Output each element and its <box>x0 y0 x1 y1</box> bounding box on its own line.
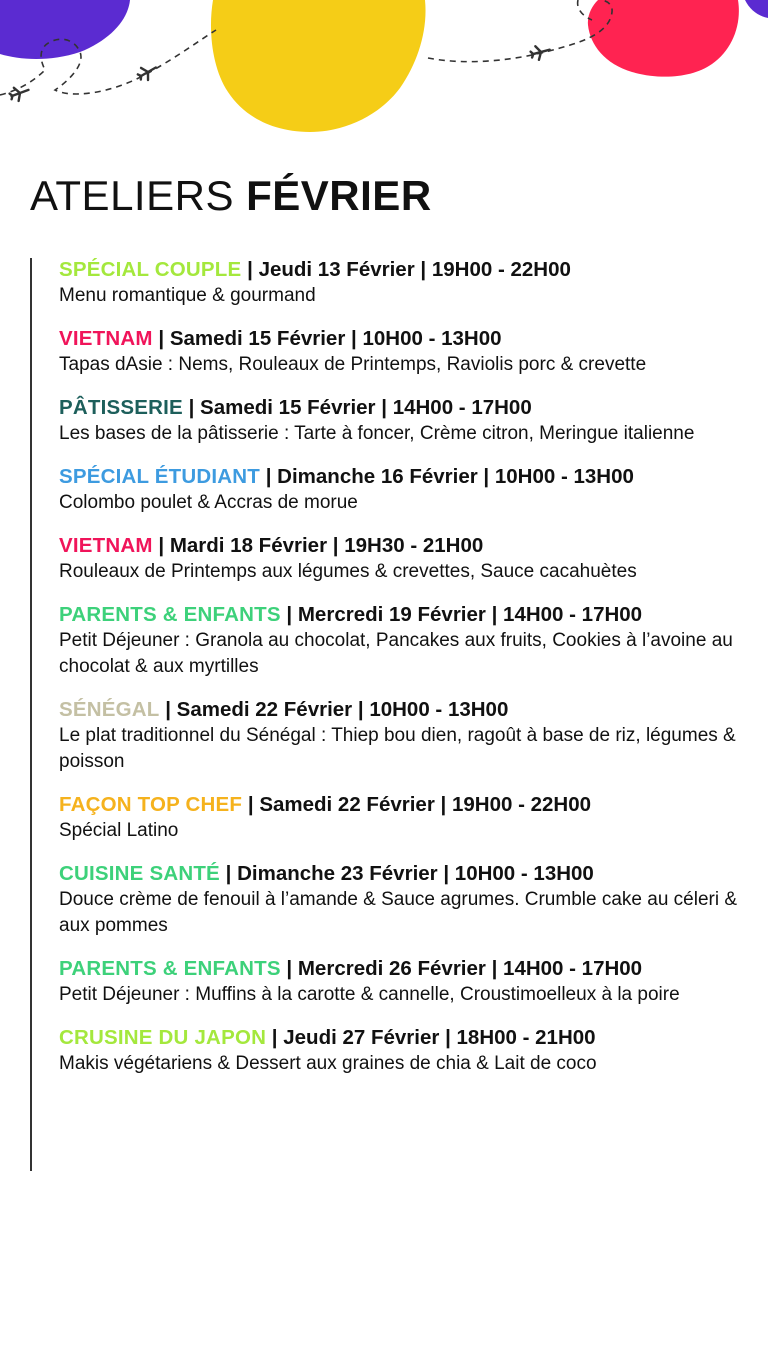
workshop-time: 18H00 - 21H00 <box>456 1026 596 1049</box>
workshop-heading <box>59 791 749 818</box>
workshop-date: Mercredi 19 Février <box>297 603 486 626</box>
workshop-description: Colombo poulet & Accras de morue <box>59 492 358 513</box>
workshop-description: Le plat traditionnel du Sénégal : Thiep bou dien, ragoût à base de riz, légumes & poisson <box>59 725 736 772</box>
workshop-description: Rouleaux de Printemps aux légumes & crevettes, Sauce cacahuètes <box>59 561 637 582</box>
workshop-description: Spécial Latino <box>59 820 179 841</box>
workshop-item <box>59 532 749 585</box>
separator: | <box>286 603 293 626</box>
workshop-description: Petit Déjeuner : Muffins à la carotte & cannelle, Croustimoelleux à la poire <box>59 984 680 1005</box>
workshop-time: 10H00 - 13H00 <box>494 465 634 488</box>
airplane-icon <box>530 43 552 61</box>
separator: | <box>247 258 253 281</box>
workshop-category: SPÉCIAL COUPLE <box>59 258 242 281</box>
workshop-category: FAÇON TOP CHEF <box>59 793 243 816</box>
title-light: ATELIERS <box>30 172 234 219</box>
workshop-heading <box>59 696 749 723</box>
separator: | <box>443 862 450 885</box>
separator: | <box>165 698 171 721</box>
workshop-heading <box>59 860 749 887</box>
workshop-time: 10H00 - 13H00 <box>454 862 594 885</box>
workshop-description: Makis végétariens & Dessert aux graines de chia & Lait de coco <box>59 1053 597 1074</box>
workshop-category: SPÉCIAL ÉTUDIANT <box>59 465 261 488</box>
vertical-rule <box>30 258 32 1171</box>
title-bold: FÉVRIER <box>246 172 432 219</box>
separator: | <box>286 957 293 980</box>
yellow-blob <box>211 0 426 132</box>
workshop-heading <box>59 532 749 559</box>
separator: | <box>420 258 427 281</box>
workshop-description: Tapas dAsie : Nems, Rouleaux de Printemps, Raviolis porc & crevette <box>59 354 647 375</box>
workshop-date: Mercredi 26 Février <box>297 957 486 980</box>
workshop-item <box>59 955 749 1008</box>
separator: | <box>158 534 165 557</box>
separator: | <box>491 603 498 626</box>
workshop-date: Samedi 22 Février <box>259 793 435 816</box>
workshop-category: VIETNAM <box>59 327 153 350</box>
separator: | <box>483 465 490 488</box>
separator: | <box>491 957 498 980</box>
workshop-description: Douce crème de fenouil à l’amande & Sauce agrumes. Crumble cake au céleri & aux pommes <box>59 889 738 936</box>
workshop-heading <box>59 1024 749 1051</box>
workshop-item <box>59 791 749 844</box>
workshop-description: Les bases de la pâtisserie : Tarte à foncer, Crème citron, Meringue italienne <box>59 423 695 444</box>
workshop-item <box>59 696 749 775</box>
workshop-time: 14H00 - 17H00 <box>503 957 643 980</box>
workshop-time: 14H00 - 17H00 <box>503 603 643 626</box>
flight-path <box>428 0 612 62</box>
workshop-date: Samedi 22 Février <box>176 698 353 721</box>
workshop-date: Samedi 15 Février <box>169 327 346 350</box>
workshop-item <box>59 325 749 378</box>
workshop-date: Dimanche 23 Février <box>237 862 438 885</box>
workshop-item <box>59 394 749 447</box>
workshop-description: Menu romantique & gourmand <box>59 285 316 306</box>
workshop-time: 10H00 - 13H00 <box>362 327 502 350</box>
workshop-item <box>59 601 749 680</box>
workshop-time: 10H00 - 13H00 <box>369 698 509 721</box>
red-blob <box>588 0 739 77</box>
purple-blob-right <box>745 0 768 18</box>
workshop-date: Jeudi 27 Février <box>283 1026 440 1049</box>
separator: | <box>188 396 195 419</box>
workshop-category: SÉNÉGAL <box>59 698 160 721</box>
workshop-item <box>59 1024 749 1077</box>
workshop-item <box>59 463 749 516</box>
separator: | <box>445 1026 451 1049</box>
workshop-heading <box>59 601 749 628</box>
separator: | <box>381 396 387 419</box>
separator: | <box>332 534 339 557</box>
workshop-time: 19H00 - 22H00 <box>451 793 592 816</box>
separator: | <box>351 327 357 350</box>
separator: | <box>247 793 254 816</box>
workshop-date: Jeudi 13 Février <box>258 258 415 281</box>
separator: | <box>440 793 447 816</box>
workshop-heading <box>59 394 749 421</box>
separator: | <box>271 1026 278 1049</box>
workshop-date: Samedi 15 Février <box>200 396 376 419</box>
workshop-category: PARENTS & ENFANTS <box>59 603 281 626</box>
workshop-category: CUISINE SANTÉ <box>59 862 220 885</box>
workshop-category: PÂTISSERIE <box>59 396 183 419</box>
workshop-heading <box>59 256 749 283</box>
workshop-category: VIETNAM <box>59 534 153 557</box>
airplane-icon <box>8 83 31 103</box>
separator: | <box>265 465 272 488</box>
airplane-icon <box>136 61 159 83</box>
workshop-item <box>59 256 749 309</box>
workshop-description: Petit Déjeuner : Granola au chocolat, Pancakes aux fruits, Cookies à l’avoine au chocolat & aux myrtilles <box>59 630 733 677</box>
workshop-category: PARENTS & ENFANTS <box>59 957 281 980</box>
workshop-heading <box>59 325 749 352</box>
workshop-category: CRUSINE DU JAPON <box>59 1026 267 1049</box>
page-title <box>30 170 432 222</box>
workshop-date: Dimanche 16 Février <box>277 465 478 488</box>
workshop-heading <box>59 955 749 982</box>
purple-blob <box>0 0 130 59</box>
workshop-time: 19H30 - 21H00 <box>344 534 484 557</box>
separator: | <box>225 862 232 885</box>
header-decoration <box>0 0 768 150</box>
workshop-list <box>59 256 749 1093</box>
workshop-item <box>59 860 749 939</box>
workshop-time: 19H00 - 22H00 <box>431 258 571 281</box>
separator: | <box>158 327 165 350</box>
workshop-date: Mardi 18 Février <box>169 534 328 557</box>
separator: | <box>357 698 364 721</box>
workshop-time: 14H00 - 17H00 <box>392 396 532 419</box>
workshop-heading <box>59 463 749 490</box>
